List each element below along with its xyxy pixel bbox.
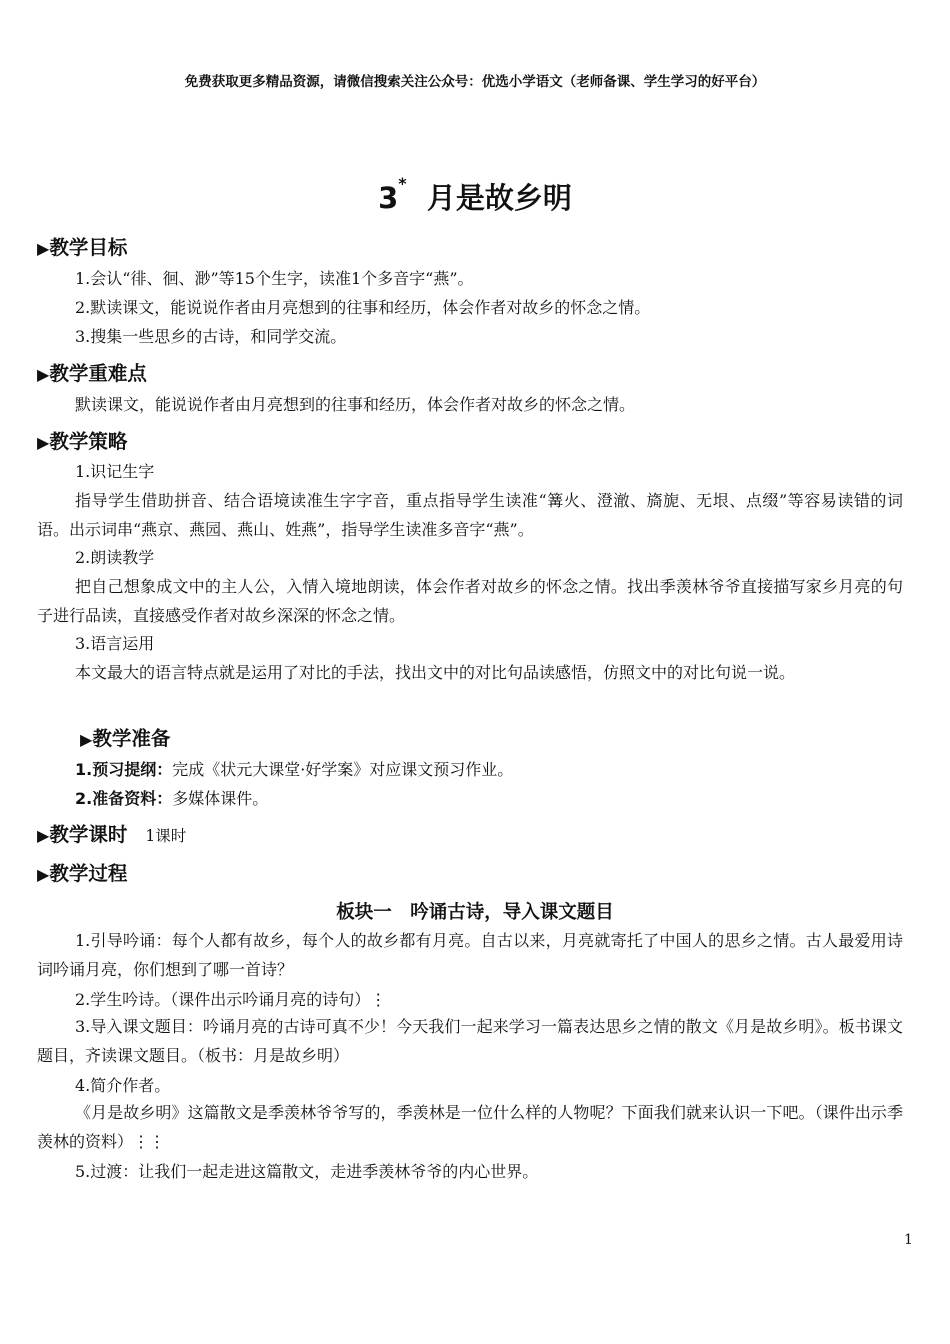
process-paragraph: 5.过渡：让我们一起走进这篇散文，走进季羡林爷爷的内心世界。 bbox=[75, 1162, 539, 1181]
section-heading-preparation: ▶教学准备 bbox=[80, 727, 171, 750]
hours-value: 1课时 bbox=[145, 827, 187, 845]
section-heading-hours: ▶教学课时 1课时 bbox=[37, 823, 187, 846]
section-heading-goals: ▶教学目标 bbox=[37, 236, 128, 259]
title-mark: * bbox=[398, 174, 407, 193]
key-points-text: 默读课文，能说说作者由月亮想到的往事和经历，体会作者对故乡的怀念之情。 bbox=[75, 395, 636, 414]
strategy-item-body: 本文最大的语言特点就是运用了对比的手法，找出文中的对比句品读感悟，仿照文中的对比句说一说。 bbox=[75, 663, 796, 682]
process-paragraph: 2.学生吟诗。（课件出示吟诵月亮的诗句）⋮ bbox=[75, 990, 387, 1009]
page-title bbox=[0, 176, 950, 217]
strategy-item-title: 3.语言运用 bbox=[75, 634, 155, 653]
block-title: 板块一 吟诵古诗，导入课文题目 bbox=[336, 902, 614, 923]
triangle-bullet-icon: ▶ bbox=[37, 433, 50, 452]
page-number: 1 bbox=[904, 1232, 913, 1248]
triangle-bullet-icon: ▶ bbox=[37, 826, 50, 845]
title-text: 月是故乡明 bbox=[426, 181, 572, 215]
triangle-bullet-icon: ▶ bbox=[37, 239, 50, 258]
triangle-bullet-icon: ▶ bbox=[37, 365, 50, 384]
section-heading-process: ▶教学过程 bbox=[37, 862, 128, 885]
strategy-item-body: 指导学生借助拼音、结合语境读准生字字音，重点指导学生读准“篝火、澄澈、旖旎、无垠、点缀”等容易读错的词语。出示词串“燕京、燕园、燕山、姓燕”，指导学生读准多音字“燕”。 bbox=[37, 491, 903, 539]
preparation-item: 1.预习提纲：完成《状元大课堂·好学案》对应课文预习作业。 bbox=[75, 760, 514, 779]
title-number: 3 bbox=[378, 181, 399, 215]
triangle-bullet-icon: ▶ bbox=[37, 865, 50, 884]
goal-item: 1.会认“徘、徊、渺”等15个生字，读准1个多音字“燕”。 bbox=[75, 269, 474, 288]
process-paragraph: 1.引导吟诵：每个人都有故乡，每个人的故乡都有月亮。自古以来，月亮就寄托了中国人的思乡之情。古人最爱用诗词吟诵月亮，你们想到了哪一首诗？ bbox=[37, 931, 903, 979]
triangle-bullet-icon: ▶ bbox=[80, 730, 93, 749]
process-paragraph: 《月是故乡明》这篇散文是季羡林爷爷写的，季羡林是一位什么样的人物呢？下面我们就来认识一下吧。（课件出示季羡林的资料）⋮⋮ bbox=[37, 1103, 903, 1151]
goal-item: 2.默读课文，能说说作者由月亮想到的往事和经历，体会作者对故乡的怀念之情。 bbox=[75, 298, 651, 317]
strategy-item-body: 把自己想象成文中的主人公，入情入境地朗读，体会作者对故乡的怀念之情。找出季羡林爷爷直接描写家乡月亮的句子进行品读，直接感受作者对故乡深深的怀念之情。 bbox=[37, 577, 903, 625]
preparation-item: 2.准备资料：多媒体课件。 bbox=[75, 789, 269, 808]
header-note: 免费获取更多精品资源，请微信搜索关注公众号：优选小学语文（老师备课、学生学习的好平台） bbox=[184, 74, 766, 90]
goal-item: 3.搜集一些思乡的古诗，和同学交流。 bbox=[75, 327, 347, 346]
process-paragraph: 3.导入课文题目：吟诵月亮的古诗可真不少！今天我们一起来学习一篇表达思乡之情的散文《月是故乡明》。板书课文题目，齐读课文题目。（板书：月是故乡明） bbox=[37, 1017, 903, 1065]
strategy-item-title: 1.识记生字 bbox=[75, 462, 155, 481]
section-heading-strategy: ▶教学策略 bbox=[37, 430, 128, 453]
process-paragraph: 4.简介作者。 bbox=[75, 1076, 171, 1095]
section-heading-key-points: ▶教学重难点 bbox=[37, 362, 147, 385]
strategy-item-title: 2.朗读教学 bbox=[75, 548, 155, 567]
